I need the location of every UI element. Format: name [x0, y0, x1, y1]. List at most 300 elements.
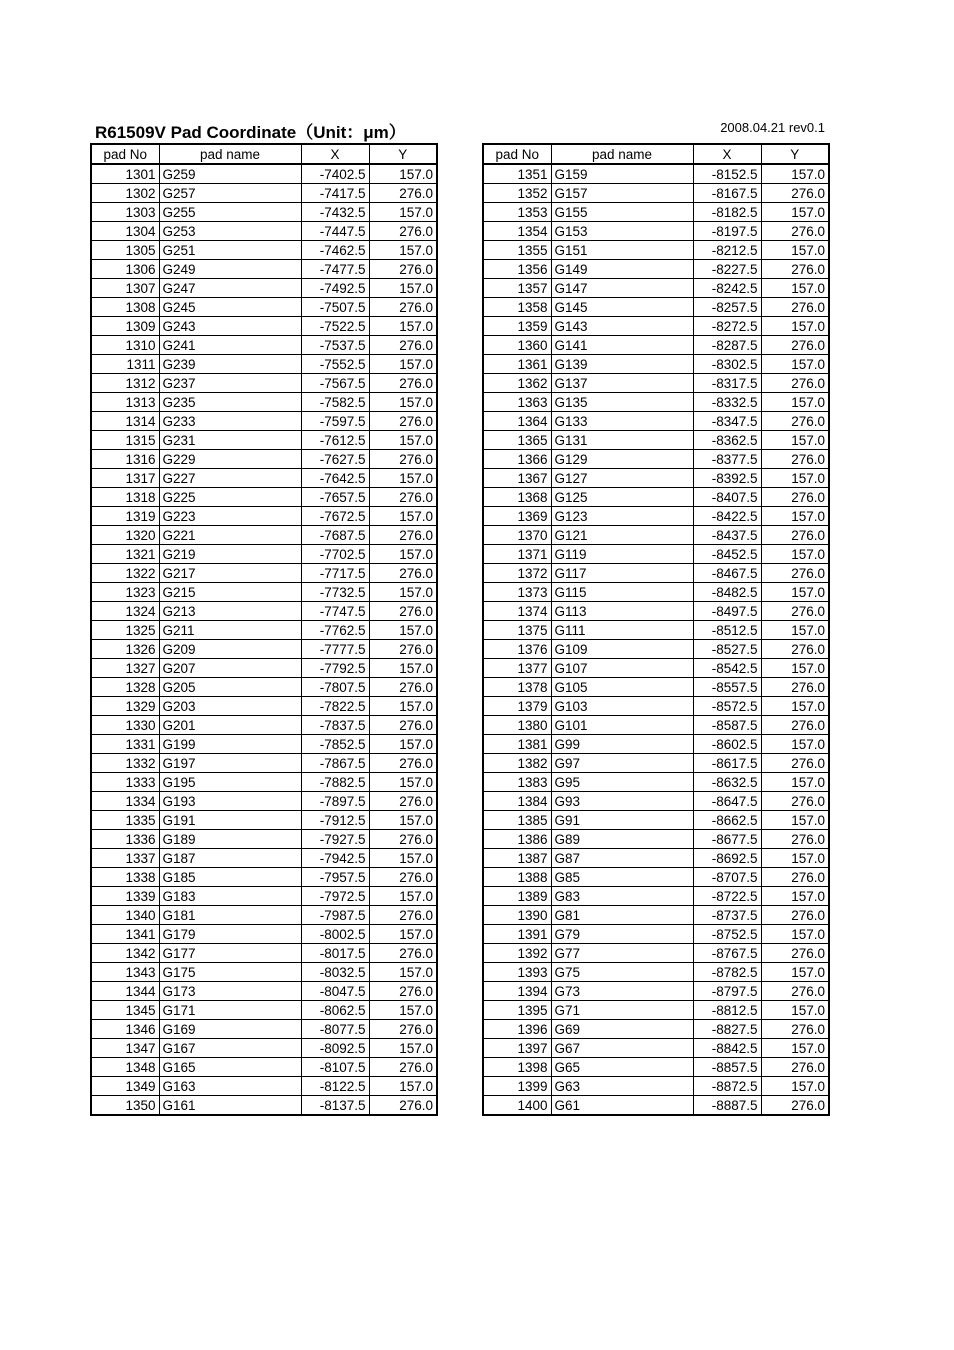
pad-table-right: [482, 143, 830, 1116]
pad-no-cell: 1301: [91, 164, 159, 184]
pad-no-cell: 1321: [91, 545, 159, 564]
table-row: [91, 374, 437, 393]
y-cell: 276.0: [761, 260, 829, 279]
table-row: [483, 317, 829, 336]
x-cell: -8062.5: [301, 1001, 369, 1020]
table-row: [91, 602, 437, 621]
pad-no-cell: 1395: [483, 1001, 551, 1020]
x-cell: -7732.5: [301, 583, 369, 602]
pad-no-cell: 1323: [91, 583, 159, 602]
x-cell: -7582.5: [301, 393, 369, 412]
table-row: [91, 621, 437, 640]
header-row: [483, 144, 829, 164]
pad-no-cell: 1314: [91, 412, 159, 431]
pad-name-cell: G167: [159, 1039, 301, 1058]
table-row: [91, 735, 437, 754]
pad-no-cell: 1304: [91, 222, 159, 241]
pad-name-cell: G173: [159, 982, 301, 1001]
x-cell: -7567.5: [301, 374, 369, 393]
pad-name-cell: G115: [551, 583, 693, 602]
x-cell: -7477.5: [301, 260, 369, 279]
x-cell: -7612.5: [301, 431, 369, 450]
y-cell: 276.0: [761, 716, 829, 735]
y-cell: 157.0: [369, 697, 437, 716]
pad-no-cell: 1341: [91, 925, 159, 944]
pad-name-cell: G249: [159, 260, 301, 279]
pad-name-cell: G79: [551, 925, 693, 944]
pad-name-cell: G153: [551, 222, 693, 241]
x-cell: -8602.5: [693, 735, 761, 754]
y-cell: 276.0: [369, 488, 437, 507]
table-row: [91, 678, 437, 697]
pad-name-cell: G213: [159, 602, 301, 621]
table-row: [483, 184, 829, 203]
pad-no-cell: 1385: [483, 811, 551, 830]
x-cell: -7942.5: [301, 849, 369, 868]
y-cell: 157.0: [369, 203, 437, 222]
pad-name-cell: G239: [159, 355, 301, 374]
pad-no-cell: 1379: [483, 697, 551, 716]
pad-name-cell: G75: [551, 963, 693, 982]
x-cell: -8422.5: [693, 507, 761, 526]
x-cell: -7792.5: [301, 659, 369, 678]
pad-no-cell: 1352: [483, 184, 551, 203]
pad-name-cell: G223: [159, 507, 301, 526]
pad-name-cell: G151: [551, 241, 693, 260]
table-row: [483, 374, 829, 393]
y-cell: 276.0: [369, 1096, 437, 1116]
x-cell: -8077.5: [301, 1020, 369, 1039]
pad-no-cell: 1309: [91, 317, 159, 336]
pad-name-cell: G207: [159, 659, 301, 678]
pad-no-cell: 1318: [91, 488, 159, 507]
x-cell: -7777.5: [301, 640, 369, 659]
y-cell: 157.0: [761, 203, 829, 222]
pad-no-cell: 1386: [483, 830, 551, 849]
table-row: [483, 336, 829, 355]
y-cell: 276.0: [761, 488, 829, 507]
table-row: [483, 355, 829, 374]
y-cell: 157.0: [369, 507, 437, 526]
pad-no-cell: 1326: [91, 640, 159, 659]
pad-no-cell: 1356: [483, 260, 551, 279]
table-row: [483, 963, 829, 982]
pad-name-cell: G85: [551, 868, 693, 887]
table-row: [483, 1096, 829, 1116]
pad-no-cell: 1347: [91, 1039, 159, 1058]
x-cell: -7657.5: [301, 488, 369, 507]
pad-no-cell: 1390: [483, 906, 551, 925]
x-cell: -7762.5: [301, 621, 369, 640]
pad-no-cell: 1393: [483, 963, 551, 982]
x-cell: -7957.5: [301, 868, 369, 887]
y-cell: 157.0: [369, 659, 437, 678]
y-cell: 276.0: [369, 1020, 437, 1039]
table-row: [91, 716, 437, 735]
pad-name-cell: G125: [551, 488, 693, 507]
y-cell: 276.0: [761, 982, 829, 1001]
table-row: [91, 222, 437, 241]
table-row: [91, 1058, 437, 1077]
table-row: [91, 1001, 437, 1020]
x-cell: -8842.5: [693, 1039, 761, 1058]
pad-name-cell: G113: [551, 602, 693, 621]
y-cell: 157.0: [369, 735, 437, 754]
pad-no-cell: 1375: [483, 621, 551, 640]
x-cell: -7537.5: [301, 336, 369, 355]
y-cell: 276.0: [369, 868, 437, 887]
pad-no-cell: 1350: [91, 1096, 159, 1116]
pad-name-cell: G67: [551, 1039, 693, 1058]
pad-name-cell: G141: [551, 336, 693, 355]
y-cell: 276.0: [761, 184, 829, 203]
y-cell: 157.0: [761, 317, 829, 336]
x-cell: -8752.5: [693, 925, 761, 944]
pad-name-cell: G101: [551, 716, 693, 735]
pad-name-cell: G93: [551, 792, 693, 811]
x-cell: -8152.5: [693, 164, 761, 184]
pad-no-cell: 1316: [91, 450, 159, 469]
pad-no-cell: 1364: [483, 412, 551, 431]
table-row: [483, 450, 829, 469]
y-cell: 276.0: [369, 450, 437, 469]
pad-name-cell: G189: [159, 830, 301, 849]
x-cell: -8692.5: [693, 849, 761, 868]
table-row: [91, 164, 437, 184]
pad-name-cell: G133: [551, 412, 693, 431]
table-row: [483, 545, 829, 564]
pad-name-cell: G255: [159, 203, 301, 222]
y-cell: 157.0: [369, 925, 437, 944]
table-row: [91, 963, 437, 982]
y-cell: 276.0: [369, 944, 437, 963]
y-cell: 276.0: [761, 374, 829, 393]
x-cell: -8872.5: [693, 1077, 761, 1096]
pad-name-cell: G107: [551, 659, 693, 678]
pad-no-cell: 1366: [483, 450, 551, 469]
pad-name-cell: G253: [159, 222, 301, 241]
table-row: [483, 260, 829, 279]
table-row: [483, 488, 829, 507]
pad-no-cell: 1351: [483, 164, 551, 184]
pad-no-cell: 1365: [483, 431, 551, 450]
table-row: [483, 697, 829, 716]
table-row: [91, 830, 437, 849]
pad-no-cell: 1372: [483, 564, 551, 583]
table-row: [483, 222, 829, 241]
pad-no-cell: 1322: [91, 564, 159, 583]
pad-name-cell: G191: [159, 811, 301, 830]
pad-no-cell: 1373: [483, 583, 551, 602]
x-cell: -8392.5: [693, 469, 761, 488]
pad-name-cell: G135: [551, 393, 693, 412]
pad-no-cell: 1311: [91, 355, 159, 374]
y-cell: 276.0: [761, 602, 829, 621]
pad-no-cell: 1388: [483, 868, 551, 887]
x-cell: -7597.5: [301, 412, 369, 431]
table-row: [483, 279, 829, 298]
pad-name-cell: G229: [159, 450, 301, 469]
header-pad-no: pad No: [483, 144, 551, 164]
table-row: [483, 849, 829, 868]
x-cell: -8722.5: [693, 887, 761, 906]
y-cell: 276.0: [761, 412, 829, 431]
x-cell: -8107.5: [301, 1058, 369, 1077]
pad-name-cell: G65: [551, 1058, 693, 1077]
pad-name-cell: G197: [159, 754, 301, 773]
pad-name-cell: G157: [551, 184, 693, 203]
y-cell: 157.0: [761, 1001, 829, 1020]
y-cell: 276.0: [369, 336, 437, 355]
pad-name-cell: G233: [159, 412, 301, 431]
y-cell: 276.0: [369, 830, 437, 849]
x-cell: -8812.5: [693, 1001, 761, 1020]
x-cell: -8362.5: [693, 431, 761, 450]
y-cell: 276.0: [761, 678, 829, 697]
x-cell: -8827.5: [693, 1020, 761, 1039]
pad-name-cell: G231: [159, 431, 301, 450]
x-cell: -8707.5: [693, 868, 761, 887]
y-cell: 276.0: [761, 792, 829, 811]
table-row: [91, 279, 437, 298]
pad-no-cell: 1377: [483, 659, 551, 678]
x-cell: -8257.5: [693, 298, 761, 317]
pad-no-cell: 1328: [91, 678, 159, 697]
x-cell: -7867.5: [301, 754, 369, 773]
pad-name-cell: G203: [159, 697, 301, 716]
x-cell: -8437.5: [693, 526, 761, 545]
pad-name-cell: G109: [551, 640, 693, 659]
pad-table-left: [90, 143, 438, 1116]
table-row: [91, 298, 437, 317]
pad-name-cell: G165: [159, 1058, 301, 1077]
pad-name-cell: G169: [159, 1020, 301, 1039]
pad-name-cell: G91: [551, 811, 693, 830]
pad-table-left-body: [91, 164, 437, 1115]
table-row: [91, 526, 437, 545]
y-cell: 276.0: [761, 830, 829, 849]
pad-no-cell: 1319: [91, 507, 159, 526]
pad-no-cell: 1334: [91, 792, 159, 811]
pad-no-cell: 1335: [91, 811, 159, 830]
y-cell: 157.0: [761, 507, 829, 526]
pad-name-cell: G219: [159, 545, 301, 564]
y-cell: 157.0: [761, 355, 829, 374]
y-cell: 276.0: [369, 412, 437, 431]
pad-no-cell: 1378: [483, 678, 551, 697]
y-cell: 276.0: [369, 260, 437, 279]
table-row: [483, 716, 829, 735]
y-cell: 157.0: [761, 164, 829, 184]
x-cell: -8737.5: [693, 906, 761, 925]
x-cell: -8407.5: [693, 488, 761, 507]
y-cell: 157.0: [369, 317, 437, 336]
pad-no-cell: 1400: [483, 1096, 551, 1116]
x-cell: -7687.5: [301, 526, 369, 545]
y-cell: 157.0: [369, 431, 437, 450]
pad-no-cell: 1369: [483, 507, 551, 526]
pad-name-cell: G111: [551, 621, 693, 640]
x-cell: -8527.5: [693, 640, 761, 659]
pad-no-cell: 1398: [483, 1058, 551, 1077]
x-cell: -8167.5: [693, 184, 761, 203]
table-row: [91, 849, 437, 868]
x-cell: -8227.5: [693, 260, 761, 279]
pad-no-cell: 1355: [483, 241, 551, 260]
y-cell: 157.0: [369, 887, 437, 906]
table-row: [91, 811, 437, 830]
y-cell: 157.0: [761, 469, 829, 488]
pad-name-cell: G225: [159, 488, 301, 507]
table-row: [91, 564, 437, 583]
x-cell: -8797.5: [693, 982, 761, 1001]
x-cell: -8182.5: [693, 203, 761, 222]
y-cell: 157.0: [369, 849, 437, 868]
table-row: [91, 697, 437, 716]
pad-name-cell: G227: [159, 469, 301, 488]
y-cell: 276.0: [761, 754, 829, 773]
table-row: [483, 811, 829, 830]
pad-no-cell: 1302: [91, 184, 159, 203]
y-cell: 157.0: [369, 279, 437, 298]
table-row: [483, 621, 829, 640]
pad-no-cell: 1344: [91, 982, 159, 1001]
x-cell: -7747.5: [301, 602, 369, 621]
table-row: [483, 906, 829, 925]
y-cell: 276.0: [369, 982, 437, 1001]
x-cell: -8782.5: [693, 963, 761, 982]
pad-no-cell: 1382: [483, 754, 551, 773]
pad-name-cell: G143: [551, 317, 693, 336]
table-row: [91, 887, 437, 906]
pad-no-cell: 1303: [91, 203, 159, 222]
y-cell: 276.0: [369, 640, 437, 659]
pad-no-cell: 1399: [483, 1077, 551, 1096]
table-row: [91, 1020, 437, 1039]
pad-name-cell: G89: [551, 830, 693, 849]
pad-name-cell: G69: [551, 1020, 693, 1039]
x-cell: -8662.5: [693, 811, 761, 830]
x-cell: -8542.5: [693, 659, 761, 678]
x-cell: -8617.5: [693, 754, 761, 773]
x-cell: -7462.5: [301, 241, 369, 260]
x-cell: -7447.5: [301, 222, 369, 241]
pad-no-cell: 1333: [91, 773, 159, 792]
table-row: [483, 1058, 829, 1077]
pad-no-cell: 1371: [483, 545, 551, 564]
y-cell: 157.0: [761, 735, 829, 754]
y-cell: 157.0: [369, 545, 437, 564]
pad-no-cell: 1346: [91, 1020, 159, 1039]
pad-name-cell: G71: [551, 1001, 693, 1020]
table-row: [483, 678, 829, 697]
pad-no-cell: 1332: [91, 754, 159, 773]
y-cell: 276.0: [369, 906, 437, 925]
y-cell: 157.0: [369, 963, 437, 982]
x-cell: -8857.5: [693, 1058, 761, 1077]
pad-name-cell: G179: [159, 925, 301, 944]
y-cell: 276.0: [369, 222, 437, 241]
pad-no-cell: 1307: [91, 279, 159, 298]
x-cell: -8647.5: [693, 792, 761, 811]
y-cell: 276.0: [761, 640, 829, 659]
header-x: X: [693, 144, 761, 164]
y-cell: 157.0: [369, 811, 437, 830]
pad-name-cell: G193: [159, 792, 301, 811]
pad-name-cell: G195: [159, 773, 301, 792]
pad-name-cell: G127: [551, 469, 693, 488]
table-row: [91, 317, 437, 336]
pad-no-cell: 1363: [483, 393, 551, 412]
table-row: [483, 982, 829, 1001]
x-cell: -7522.5: [301, 317, 369, 336]
pad-no-cell: 1324: [91, 602, 159, 621]
pad-no-cell: 1376: [483, 640, 551, 659]
pad-no-cell: 1337: [91, 849, 159, 868]
pad-no-cell: 1389: [483, 887, 551, 906]
table-row: [91, 773, 437, 792]
x-cell: -8137.5: [301, 1096, 369, 1116]
table-row: [483, 412, 829, 431]
y-cell: 157.0: [761, 1039, 829, 1058]
table-row: [91, 412, 437, 431]
y-cell: 276.0: [369, 564, 437, 583]
pad-name-cell: G177: [159, 944, 301, 963]
pad-name-cell: G155: [551, 203, 693, 222]
table-row: [91, 792, 437, 811]
pad-name-cell: G175: [159, 963, 301, 982]
pad-name-cell: G123: [551, 507, 693, 526]
table-row: [91, 1096, 437, 1116]
pad-no-cell: 1380: [483, 716, 551, 735]
pad-no-cell: 1313: [91, 393, 159, 412]
header-x: X: [301, 144, 369, 164]
table-row: [483, 431, 829, 450]
pad-name-cell: G247: [159, 279, 301, 298]
y-cell: 157.0: [761, 697, 829, 716]
pad-name-cell: G73: [551, 982, 693, 1001]
x-cell: -7717.5: [301, 564, 369, 583]
table-row: [91, 184, 437, 203]
y-cell: 276.0: [369, 526, 437, 545]
pad-name-cell: G105: [551, 678, 693, 697]
y-cell: 157.0: [761, 887, 829, 906]
y-cell: 276.0: [761, 1096, 829, 1116]
x-cell: -7552.5: [301, 355, 369, 374]
pad-no-cell: 1392: [483, 944, 551, 963]
pad-no-cell: 1312: [91, 374, 159, 393]
table-row: [483, 868, 829, 887]
table-row: [483, 298, 829, 317]
y-cell: 276.0: [761, 450, 829, 469]
x-cell: -8212.5: [693, 241, 761, 260]
pad-no-cell: 1349: [91, 1077, 159, 1096]
pad-no-cell: 1360: [483, 336, 551, 355]
table-row: [483, 583, 829, 602]
pad-name-cell: G81: [551, 906, 693, 925]
table-row: [91, 545, 437, 564]
x-cell: -8002.5: [301, 925, 369, 944]
y-cell: 157.0: [369, 773, 437, 792]
pad-no-cell: 1384: [483, 792, 551, 811]
y-cell: 157.0: [369, 393, 437, 412]
table-row: [91, 469, 437, 488]
pad-table-right-body: [483, 164, 829, 1115]
pad-name-cell: G183: [159, 887, 301, 906]
table-row: [91, 659, 437, 678]
table-row: [483, 469, 829, 488]
pad-name-cell: G121: [551, 526, 693, 545]
